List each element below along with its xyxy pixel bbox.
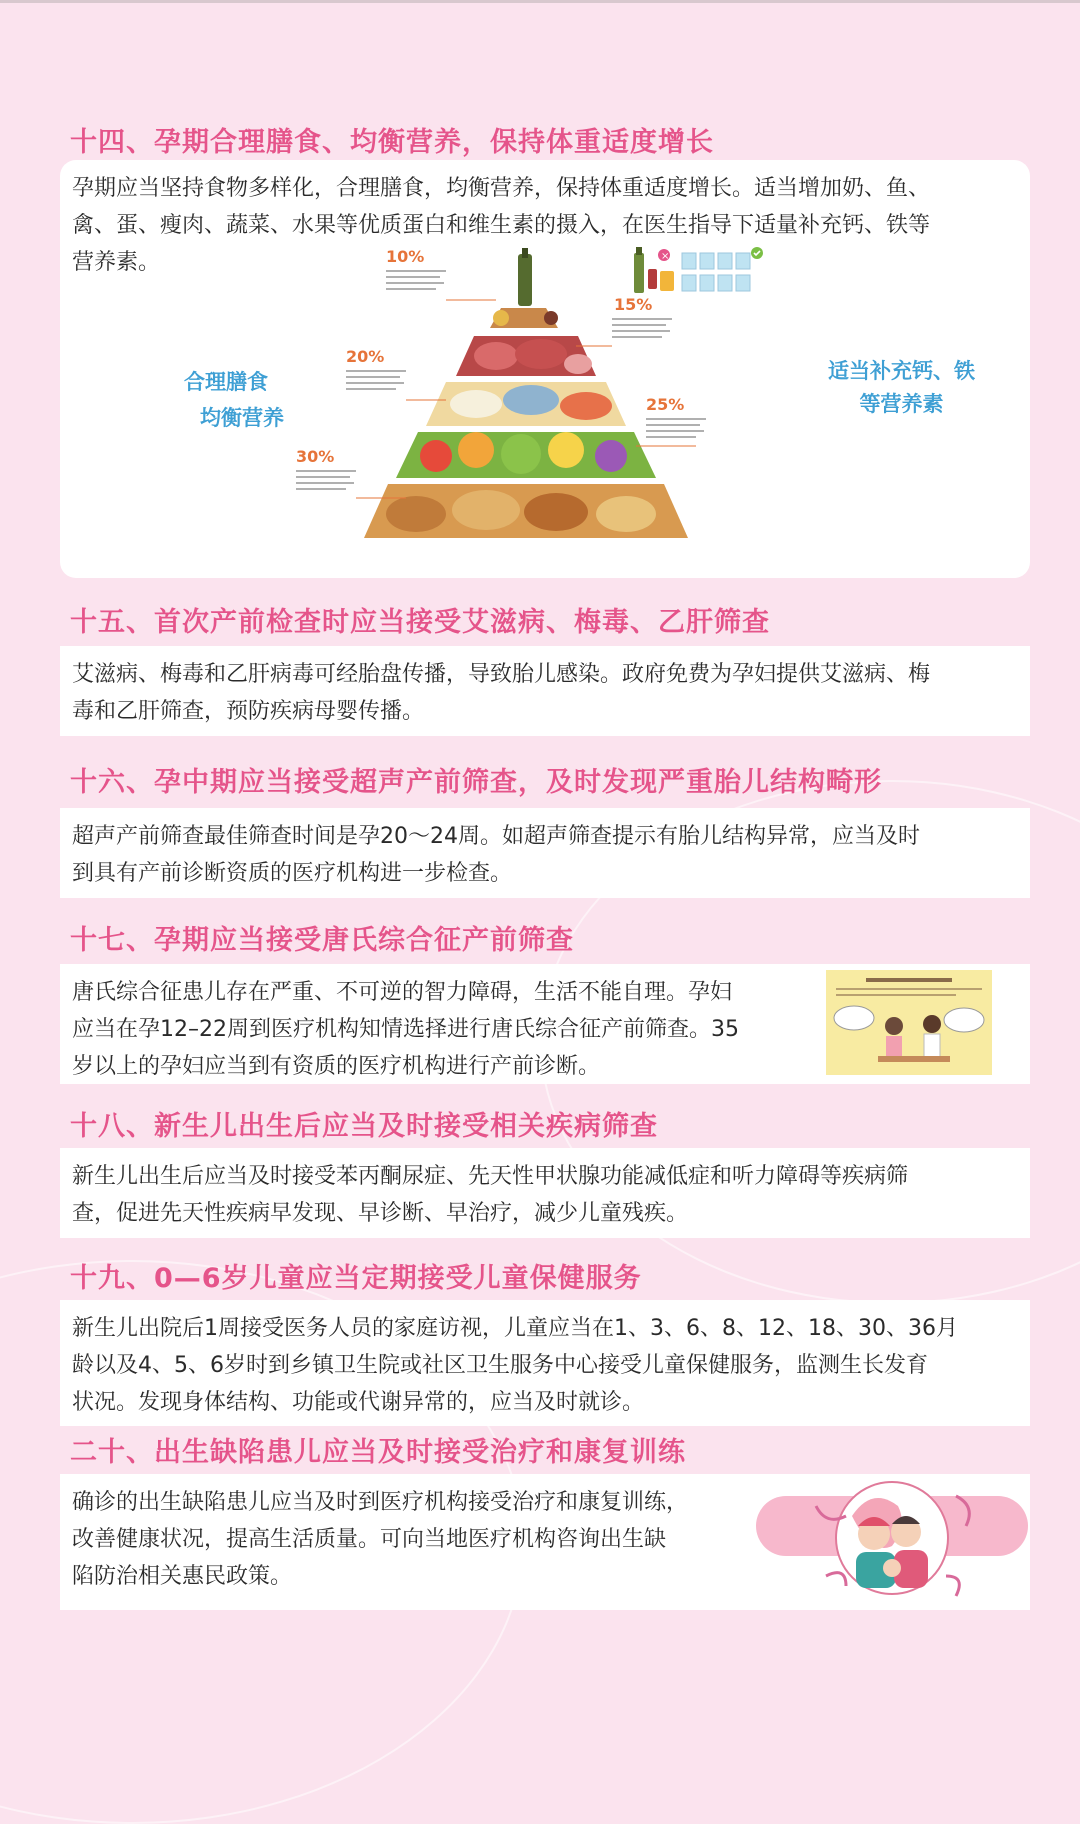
parents-baby-illustration — [756, 1476, 1028, 1606]
section-14-line: 禽、蛋、瘦肉、蔬菜、水果等优质蛋白和维生素的摄入，在医生指导下适量补充钙、铁等 — [72, 213, 931, 238]
section-17-line: 应当在孕12–22周到医疗机构知情选择进行唐氏综合征产前筛查。35 — [72, 1017, 739, 1042]
section-17-title: 十七、孕期应当接受唐氏综合征产前筛查 — [70, 925, 574, 956]
top-divider — [0, 0, 1080, 3]
section-17-line: 岁以上的孕妇应当到有资质的医疗机构进行产前诊断。 — [72, 1054, 601, 1079]
section-14-title: 十四、孕期合理膳食、均衡营养，保持体重适度增长 — [70, 127, 714, 158]
section-18-line: 查，促进先天性疾病早发现、早诊断、早治疗，减少儿童残疾。 — [72, 1201, 689, 1226]
section-14-line: 营养素。 — [72, 250, 161, 275]
section-15-card — [60, 646, 1030, 736]
section-18-title: 十八、新生儿出生后应当及时接受相关疾病筛查 — [70, 1111, 658, 1142]
supplement-label — [828, 355, 975, 421]
pct-25-label: 25% — [646, 395, 685, 414]
section-15-line: 艾滋病、梅毒和乙肝病毒可经胎盘传播，导致胎儿感染。政府免费为孕妇提供艾滋病、梅 — [72, 662, 931, 687]
section-19-title: 十九、0—6岁儿童应当定期接受儿童保健服务 — [70, 1263, 642, 1294]
section-15-line: 毒和乙肝筛查，预防疾病母婴传播。 — [72, 699, 425, 724]
pct-15-label: 15% — [614, 295, 653, 314]
pct-30-label: 30% — [296, 447, 335, 466]
section-17-line: 唐氏综合征患儿存在严重、不可逆的智力障碍，生活不能自理。孕妇 — [72, 980, 733, 1005]
section-18-line: 新生儿出生后应当及时接受苯丙酮尿症、先天性甲状腺功能减低症和听力障碍等疾病筛 — [72, 1164, 909, 1189]
svg-text:×: × — [661, 251, 670, 262]
section-19-line: 龄以及4、5、6岁时到乡镇卫生院或社区卫生服务中心接受儿童保健服务，监测生长发育 — [72, 1353, 928, 1378]
pct-10-label: 10% — [386, 248, 425, 266]
section-20-line: 改善健康状况，提高生活质量。可向当地医疗机构咨询出生缺 — [72, 1527, 667, 1552]
right-label-line: 适当补充钙、铁 — [828, 359, 975, 383]
left-label-line: 均衡营养 — [200, 406, 284, 430]
pct-20-label: 20% — [346, 347, 385, 366]
section-19-line: 新生儿出院后1周接受医务人员的家庭访视，儿童应当在1、3、6、8、12、18、30、36月 — [72, 1316, 958, 1341]
section-19-card — [60, 1300, 1030, 1426]
section-20-title: 二十、出生缺陷患儿应当及时接受治疗和康复训练 — [70, 1437, 686, 1468]
section-16-line: 超声产前筛查最佳筛查时间是孕20～24周。如超声筛查提示有胎儿结构异常，应当及时 — [72, 824, 920, 849]
section-20-line: 陷防治相关惠民政策。 — [72, 1564, 293, 1589]
section-14-line: 孕期应当坚持食物多样化，合理膳食，均衡营养，保持体重适度增长。适当增加奶、鱼、 — [72, 176, 931, 201]
section-16-title: 十六、孕中期应当接受超声产前筛查，及时发现严重胎儿结构畸形 — [70, 767, 882, 798]
section-20-line: 确诊的出生缺陷患儿应当及时到医疗机构接受治疗和康复训练， — [72, 1490, 689, 1515]
section-18-card — [60, 1148, 1030, 1238]
section-19-line: 状况。发现身体结构、功能或代谢异常的，应当及时就诊。 — [72, 1390, 645, 1415]
right-label-line: 等营养素 — [859, 392, 944, 416]
doctor-consultation-illustration — [826, 970, 992, 1075]
section-16-card — [60, 808, 1030, 898]
balanced-diet-label — [184, 364, 284, 436]
section-16-line: 到具有产前诊断资质的医疗机构进一步检查。 — [72, 861, 513, 886]
section-15-title: 十五、首次产前检查时应当接受艾滋病、梅毒、乙肝筛查 — [70, 607, 770, 638]
food-pyramid-illustration — [296, 248, 766, 550]
left-label-line: 合理膳食 — [184, 370, 268, 394]
